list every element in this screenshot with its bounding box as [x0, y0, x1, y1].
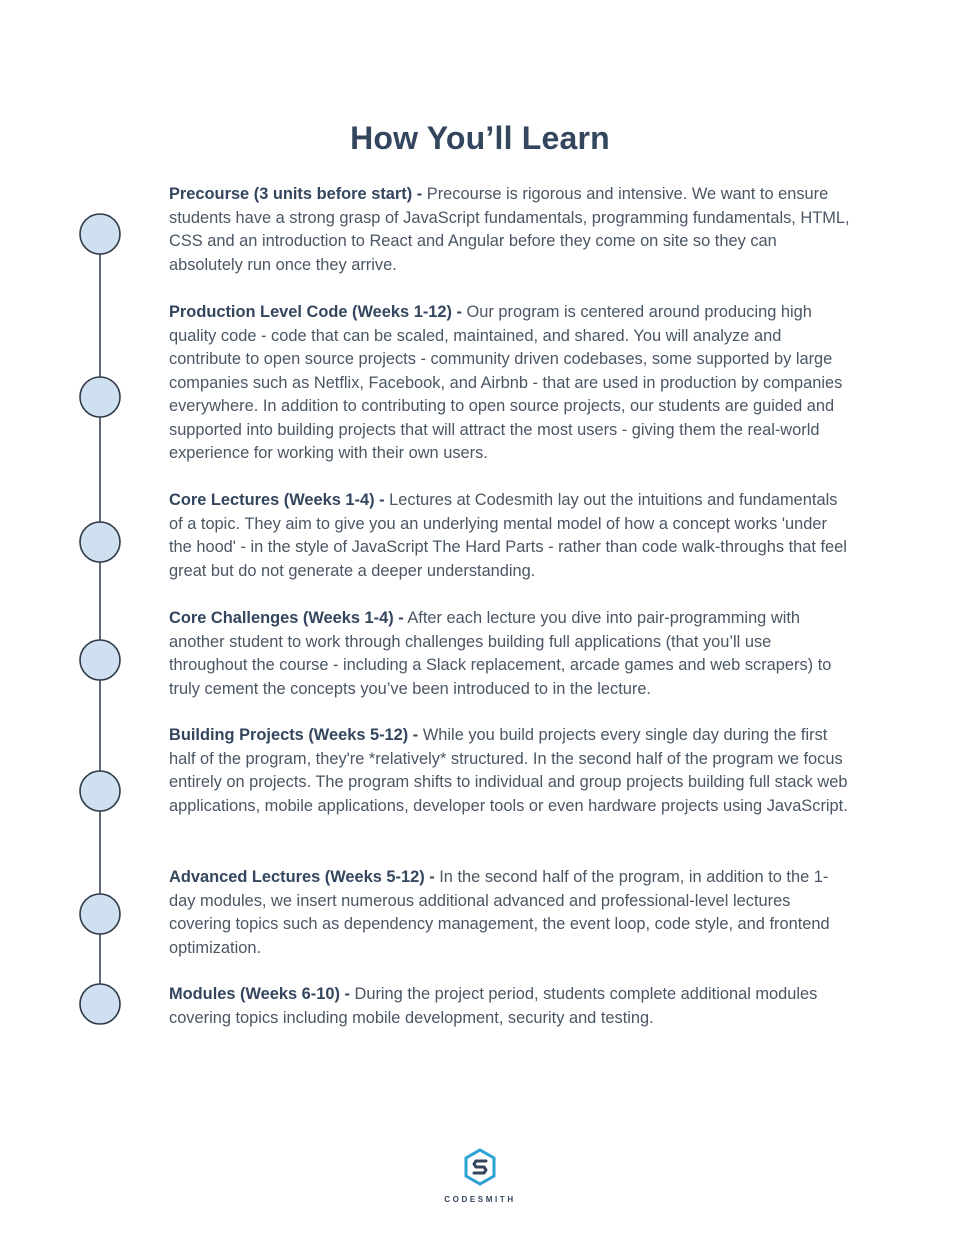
section-heading: Production Level Code (Weeks 1-12) -: [169, 303, 462, 321]
codesmith-wordmark: CODESMITH: [444, 1195, 516, 1204]
section-heading: Advanced Lectures (Weeks 5-12) -: [169, 868, 435, 886]
timeline-node: [80, 214, 120, 254]
section-modules: [169, 983, 851, 1030]
codesmith-mark-icon: [463, 1148, 497, 1186]
section-production-level-code: [169, 301, 851, 466]
section-body: Lectures at Codesmith lay out the intuitions and fundamentals of a topic. They aim to give you an underlying mental model of how a concept works 'under the hood' - in the style of JavaScript The Hard Parts - rather than code walk-throughs that feel great but do not generate a deeper understanding.: [169, 491, 847, 580]
timeline: [0, 0, 160, 1242]
timeline-node: [80, 771, 120, 811]
section-heading: Building Projects (Weeks 5-12) -: [169, 726, 419, 744]
section-body: After each lecture you dive into pair-programming with another student to work through challenges building full applications (that you’ll use throughout the course - including a Slack replacement, arcade games and web scrapers) to truly cement the concepts you’ve been introduced to in the lecture.: [169, 609, 832, 698]
section-advanced-lectures: [169, 866, 851, 960]
section-core-challenges: [169, 607, 851, 701]
section-building-projects: [169, 724, 851, 818]
section-heading: Modules (Weeks 6-10) -: [169, 985, 350, 1003]
section-heading: Core Challenges (Weeks 1-4) -: [169, 609, 404, 627]
section-core-lectures: [169, 489, 851, 583]
section-body: In the second half of the program, in addition to the 1-day modules, we insert numerous additional advanced and professional-level lectures covering topics such as dependency management, the event loop, code style, and frontend optimization.: [169, 868, 830, 957]
section-heading: Core Lectures (Weeks 1-4) -: [169, 491, 385, 509]
section-precourse: [169, 183, 851, 277]
section-body: During the project period, students complete additional modules covering topics including mobile development, security and testing.: [169, 985, 818, 1027]
section-heading: Precourse (3 units before start) -: [169, 185, 423, 203]
timeline-node: [80, 522, 120, 562]
section-body: While you build projects every single day during the first half of the program, they're *relatively* structured. In the second half of the program we focus entirely on projects. The program shifts to individual and group projects building full stack web applications, mobile applications, developer tools or even hardware projects using JavaScript.: [169, 726, 848, 815]
page-title: How You’ll Learn: [350, 120, 610, 156]
timeline-node: [80, 640, 120, 680]
timeline-node: [80, 377, 120, 417]
section-body: Precourse is rigorous and intensive. We want to ensure students have a strong grasp of JavaScript fundamentals, programming fundamentals, HTML, CSS and an introduction to React and Angular before they come on site so they can absolutely run once they arrive.: [169, 185, 850, 274]
timeline-node: [80, 984, 120, 1024]
section-body: Our program is centered around producing high quality code - code that can be scaled, maintained, and shared. You will analyze and contribute to open source projects - community driven codebases, some supported by large companies such as Netflix, Facebook, and Airbnb - that are used in production by companies everywhere. In addition to contributing to open source projects, our students are guided and supported into building projects that will attract the most users - giving them the real-world experience for working with their own users.: [169, 303, 843, 462]
timeline-node: [80, 894, 120, 934]
codesmith-logo: [420, 1148, 540, 1204]
